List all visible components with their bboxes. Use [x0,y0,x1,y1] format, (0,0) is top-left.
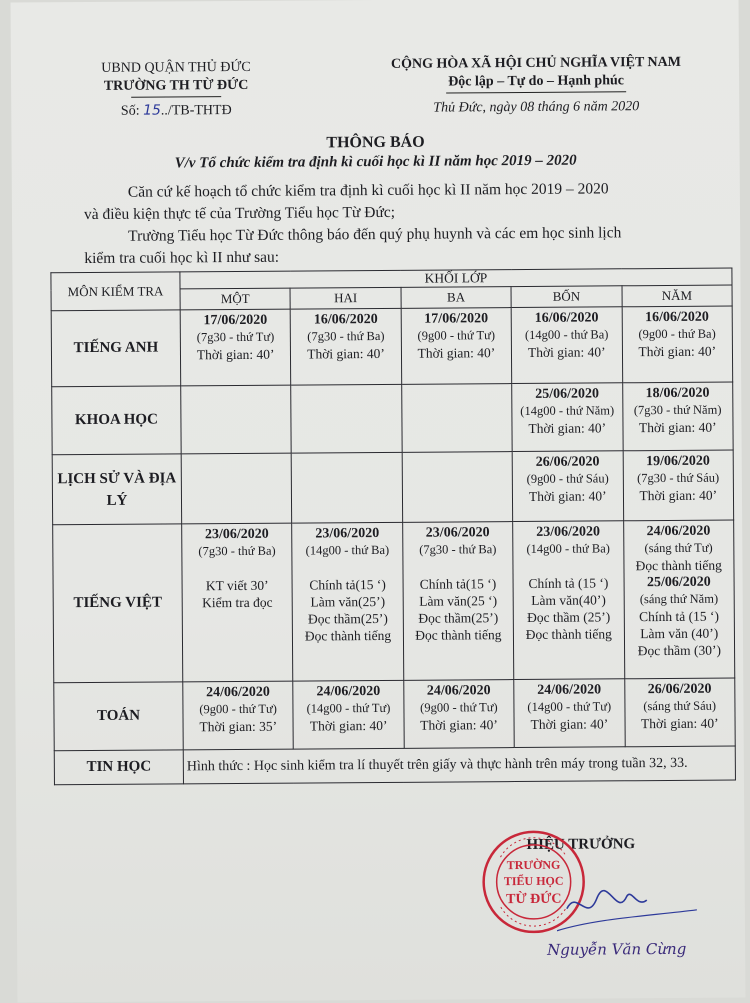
grade-header-2: HAI [290,287,401,309]
document-subtitle: V/v Tổ chức kiểm tra định kì cuối học kì II năm học 2019 – 2020 [174,152,577,172]
signature-title: HIỆU TRƯỞNG [526,836,636,853]
paragraph-1: Căn cứ kế hoạch tổ chức kiểm tra định kì cuối học kì II năm học 2019 – 2020 [127,180,609,201]
document-title: THÔNG BÁO [326,133,425,152]
schedule-cell: 23/06/2020 (14g00 - thứ Ba) Chính tả(15 ‘) Làm văn(25’) Đọc thầm(25’) Đọc thành tiếng [292,522,403,681]
document-number-suffix: ../TB-THTĐ [160,103,232,119]
svg-text:TỪ ĐỨC: TỪ ĐỨC [506,891,562,908]
schedule-cell: 18/06/2020 (7g30 - thứ Năm) Thời gian: 40’ [622,382,733,451]
subject-cell: TIẾNG VIỆT [53,524,183,683]
empty-cell [181,453,292,524]
grade-header-1: MỘT [180,288,291,310]
empty-cell [292,452,403,523]
khoi-header: KHỐI LỚP [180,268,732,289]
schedule-table [50,268,736,786]
schedule-cell: 25/06/2020 (14g00 - thứ Năm) Thời gian: 40’ [512,383,623,452]
issuer-org: UBND QUẬN THỦ ĐỨC [101,59,251,76]
subject-cell: LỊCH SỬ VÀ ĐỊA LÝ [52,454,181,525]
grade-header-5: NĂM [622,285,733,307]
empty-cell [291,384,402,453]
svg-text:TRƯỜNG: TRƯỜNG [506,857,561,873]
principal-name: Nguyễn Văn Cừng [547,939,687,959]
signature-scribble-icon [557,878,707,939]
subject-cell: KHOA HỌC [52,386,181,455]
subject-cell: TOÁN [54,682,183,751]
schedule-cell: 24/06/2020 (9g00 - thứ Tư) Thời gian: 35’ [183,681,294,750]
paragraph-4: kiểm tra cuối học kì II như sau: [84,248,280,268]
nation-title: CỘNG HÒA XÃ HỘI CHỦ NGHĨA VIỆT NAM [390,54,682,72]
paragraph-2: và điều kiện thực tế của Trường Tiểu học Từ Đức; [83,203,396,224]
schedule-cell: 19/06/2020 (7g30 - thứ Sáu) Thời gian: 40’ [623,450,734,521]
grade-header-3: BA [401,287,512,309]
empty-cell [402,452,513,523]
row-toan [54,678,735,751]
schedule-cell: 17/06/2020 (9g00 - thứ Tư) Thời gian: 40’ [401,308,512,385]
row-tieng-viet [53,520,735,683]
document-date: Thủ Đức, ngày 08 tháng 6 năm 2020 [433,99,640,116]
schedule-cell: 17/06/2020 (7g30 - thứ Tư) Thời gian: 40’ [180,309,291,386]
paragraph-3: Trường Tiểu học Từ Đức thông báo đến quý phụ huynh và các em học sinh lịch [128,224,622,245]
issuer-block [71,59,281,121]
grade-header-4: BỐN [511,286,622,308]
schedule-cell: 26/06/2020 (9g00 - thứ Sáu) Thời gian: 40’ [512,451,623,522]
schedule-cell: 23/06/2020 (7g30 - thứ Ba) Chính tả(15 ‘) Làm văn(25 ‘) Đọc thầm(25’) Đọc thành tiếng [402,522,513,681]
subject-header: MÔN KIỂM TRA [51,272,180,311]
document-number-prefix: Số: [120,103,140,119]
empty-cell [181,385,292,454]
schedule-cell: 23/06/2020 (14g00 - thứ Ba) Chính tả (15 ‘) Làm văn(40’) Đọc thầm (25’) Đọc thành tiếng [513,521,624,680]
schedule-cell: 26/06/2020 (sáng thứ Sáu) Thời gian: 40’ [624,678,735,747]
row-tieng-anh [51,306,733,387]
issuer-school: TRƯỜNG TH TỪ ĐỨC [103,77,249,94]
nation-motto: Độc lập – Tự do – Hạnh phúc [448,73,625,90]
row-tin-hoc [54,746,735,785]
document-number-value: 15 [143,102,161,119]
document-number [71,101,281,121]
schedule-cell: 24/06/2020 (sáng thứ Tư) Đọc thành tiếng 25/06/2020 (sáng thứ Năm) Chính tả (15 ‘) Làm văn (40’) Đọc thầm (30’) [623,520,735,679]
subject-cell: TIN HỌC [54,750,183,785]
schedule-cell: 24/06/2020 (14g00 - thứ Tư) Thời gian: 40’ [293,680,404,749]
document-page [11,0,746,1003]
subject-cell: TIẾNG ANH [51,310,180,387]
schedule-cell: 16/06/2020 (9g00 - thứ Ba) Thời gian: 40’ [622,306,733,383]
motto-underline [446,91,626,93]
row-lich-su-dia-ly [52,450,733,525]
issuer-underline [131,96,221,98]
row-khoa-hoc [52,382,733,455]
nation-block [371,54,701,118]
svg-text:TIỂU HỌC: TIỂU HỌC [503,873,564,889]
schedule-cell: 16/06/2020 (7g30 - thứ Ba) Thời gian: 40’ [291,308,402,385]
schedule-cell: 24/06/2020 (14g00 - thứ Tư) Thời gian: 40’ [514,679,625,748]
tin-hoc-description: Hình thức : Học sinh kiểm tra lí thuyết trên giấy và thực hành trên máy trong tuần 32, 33. [183,746,735,784]
schedule-cell: 24/06/2020 (9g00 - thứ Tư) Thời gian: 40’ [404,680,515,749]
schedule-cell: 23/06/2020 (7g30 - thứ Ba) KT viết 30’ Kiểm tra đọc [182,523,293,682]
empty-cell [401,384,512,453]
schedule-cell: 16/06/2020 (14g00 - thứ Ba) Thời gian: 40’ [511,307,622,384]
